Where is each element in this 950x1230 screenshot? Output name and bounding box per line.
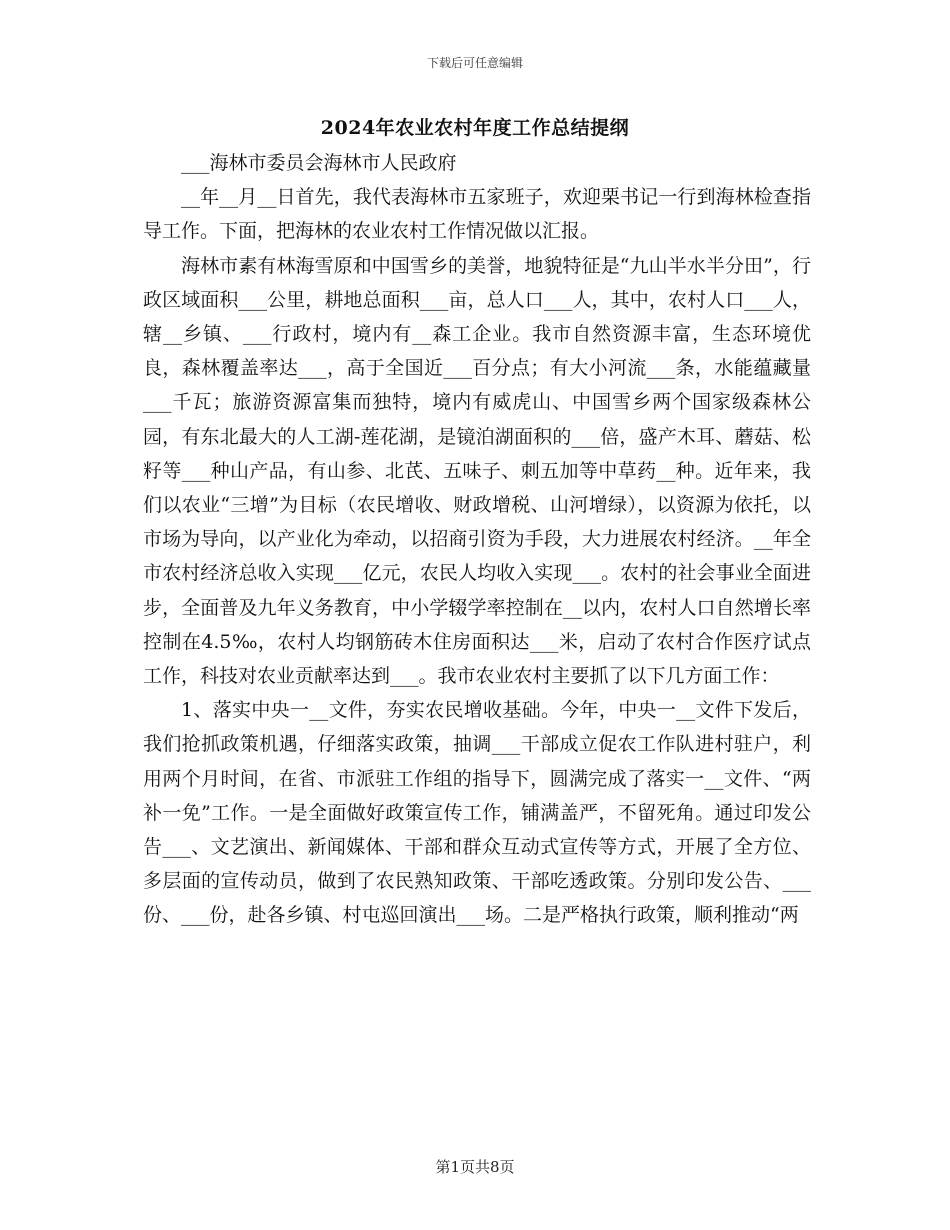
header-note: 下载后可任意编辑 xyxy=(426,56,523,70)
paragraph-section-1: 1、落实中央一__文件，夯实农民增收基础。今年，中央一__文件下发后，我们抢抓政策机遇，仔细落实政策，抽调___干部成立促农工作队进村驻户，利用两个月时间，在省、市派驻工作组的指导下，圆满完成了落实一__文件、“两补一免”工作。一是全面做好政策宣传工作，铺满盖严，不留死角。通过印发公告___、文艺演出、新闻媒体、干部和群众互动式宣传等方式，开展了全方位、多层面的宣传动员，做到了农民熟知政策、干部吃透政策。分别印发公告、___份、___份，赴各乡镇、村屯巡回演出___场。二是严格执行政策，顺利推动“两 xyxy=(143,699,811,927)
paragraph-overview: 海林市素有林海雪原和中国雪乡的美誉，地貌特征是“九山半水半分田”，行政区域面积___公里，耕地总面积___亩，总人口___人，其中，农村人口___人，辖__乡镇、___行政村，境内有__森工企业。我市自然资源丰富，生态环境优良，森林覆盖率达___，高于全国近___百分点；有大小河流___条，水能蕴藏量___千瓦；旅游资源富集而独特，境内有威虎山、中国雪乡两个国家级森林公园，有东北最大的人工湖-莲花湖，是镜泊湖面积的___倍，盛产木耳、蘑菇、松籽等___种山产品，有山参、北芪、五味子、刺五加等中草药__种。近年来，我们以农业“三增”为目标（农民增收、财政增税、山河增绿），以资源为依托，以市场为导向，以产业化为牵动，以招商引资为手段，大力进展农村经济。__年全市农村经济总收入实现___亿元，农民人均收入实现___。农村的社会事业全面进步，全面普及九年义务教育，中小学辍学率控制在__以内，农村人口自然增长率控制在4.5‰，农村人均钢筋砖木住房面积达___米，启动了农村合作医疗试点工作，科技对农业贡献率达到___。我市农业农村主要抓了以下几方面工作： xyxy=(143,254,811,688)
document-title: 2024年农业农村年度工作总结提纲 xyxy=(320,117,630,139)
paragraph-opening: __年__月__日首先，我代表海林市五家班子，欢迎栗书记一行到海林检查指导工作。下面，把海林的农业农村工作情况做以汇报。 xyxy=(143,186,811,243)
page-footer: 第1页共8页 xyxy=(435,1158,515,1176)
paragraph-issuer: ___海林市委员会海林市人民政府 xyxy=(181,152,457,174)
document-body xyxy=(143,146,811,933)
